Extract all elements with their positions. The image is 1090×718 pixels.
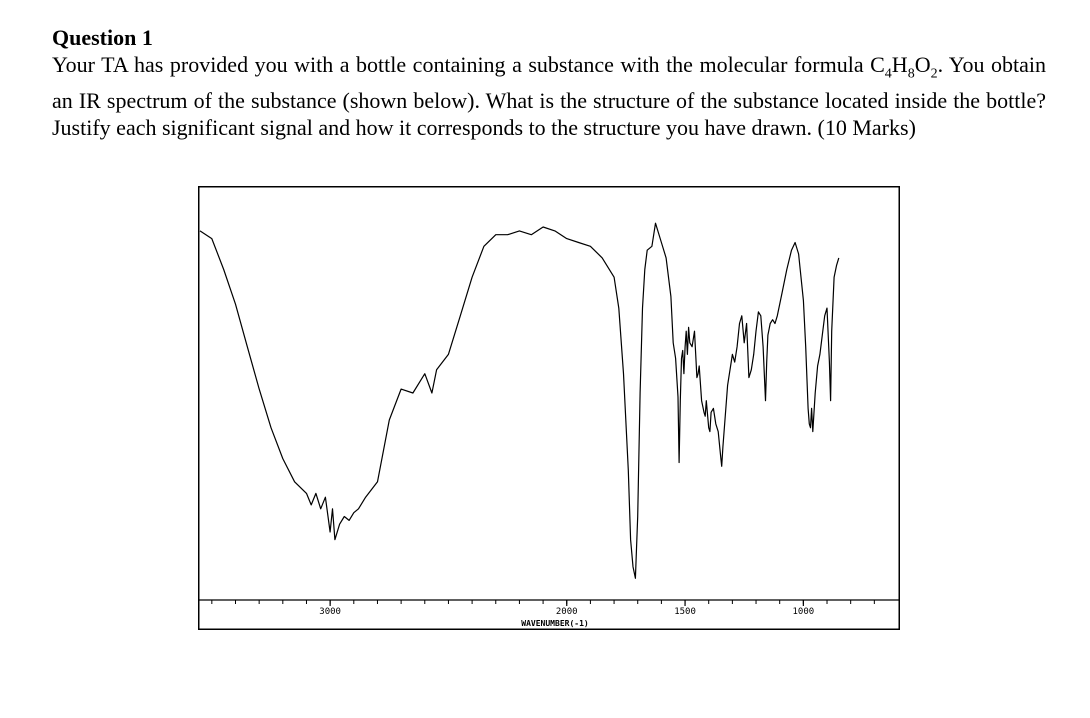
question-text-prefix: Your TA has provided you with a bottle containing a substance with the molecular formula C <box>52 52 885 77</box>
question-title: Question 1 <box>52 25 153 50</box>
formula-subscript-c: 4 <box>884 66 892 82</box>
question-text-suffix: . You obtain an IR spectrum of the substance (shown below). What is the structure of the substance located inside the bottle? Justify each significant signal and how it corresponds to the structure you have drawn. (10 Marks) <box>52 52 1046 141</box>
x-axis-label: WAVENUMBER(-1) <box>521 619 589 628</box>
ir-spectrum-svg <box>198 186 900 630</box>
formula-o: O <box>914 52 931 77</box>
formula-subscript-h: 8 <box>907 66 915 82</box>
x-axis-tick-label: 2000 <box>555 607 578 617</box>
spectrum-line <box>200 223 839 578</box>
formula-subscript-o: 2 <box>930 66 938 82</box>
x-axis-tick-label: 3000 <box>319 607 341 617</box>
question-text <box>52 51 1046 141</box>
x-axis-tick-labels <box>319 607 814 617</box>
x-axis-ticks <box>212 600 875 606</box>
x-axis-tick-label: 1000 <box>792 607 815 617</box>
x-axis-tick-label: 1500 <box>674 607 696 617</box>
formula-h: H <box>891 52 908 77</box>
question-block <box>52 24 1046 141</box>
ir-spectrum-chart <box>198 186 900 630</box>
chart-outer-frame <box>199 187 900 630</box>
